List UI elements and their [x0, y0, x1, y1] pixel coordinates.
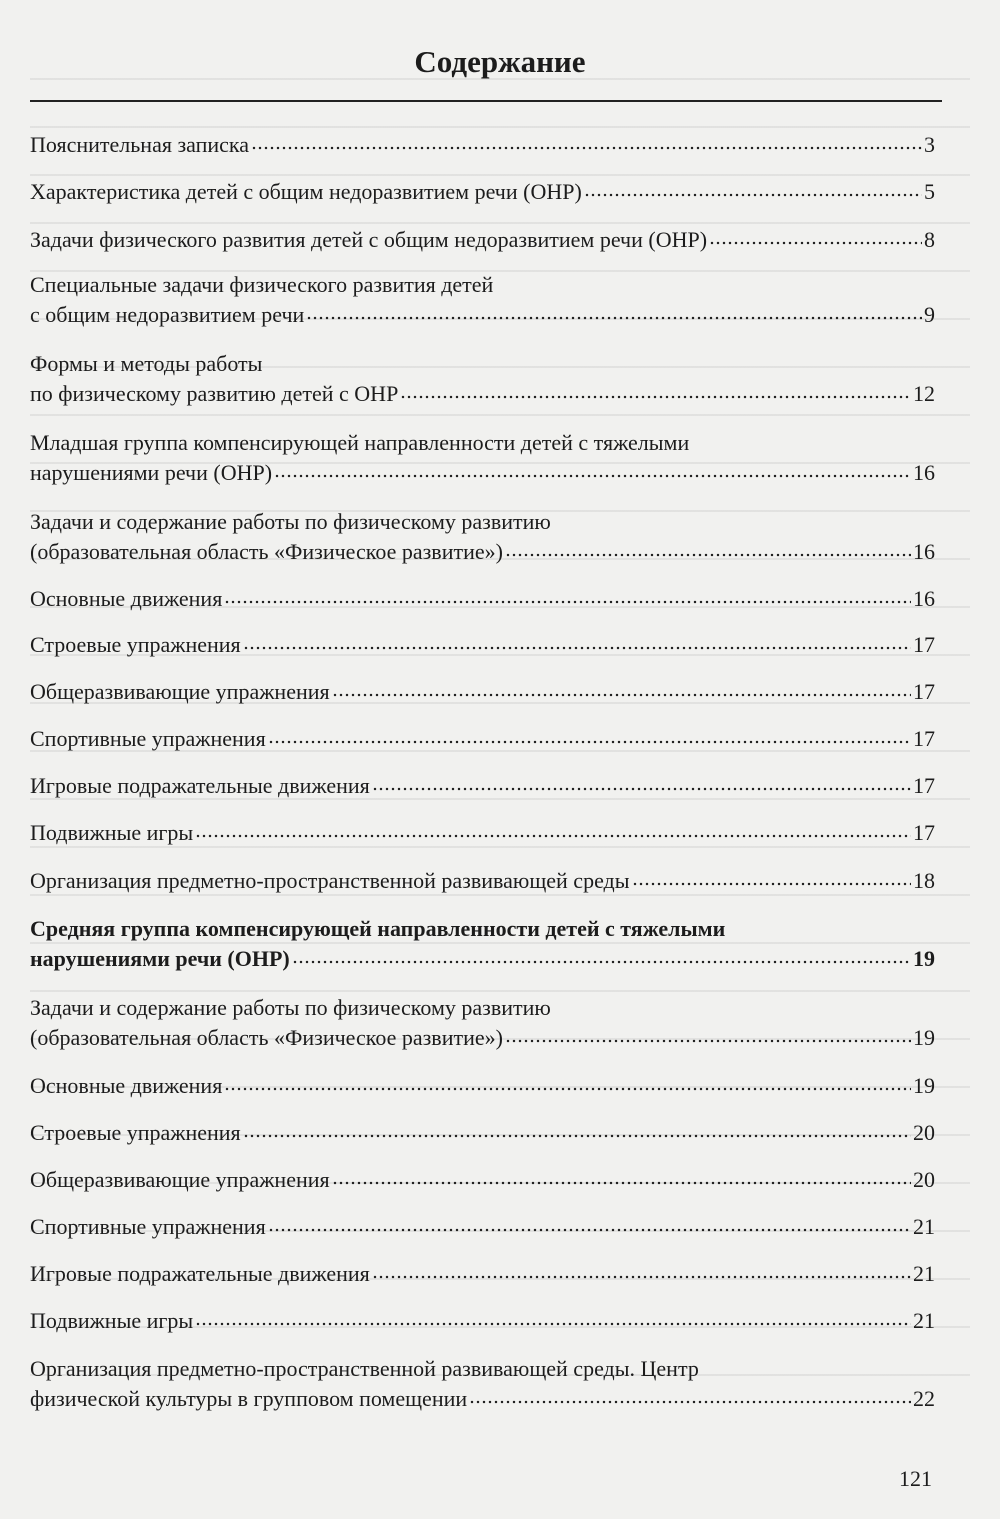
dot-leader — [243, 1133, 911, 1139]
dot-leader — [195, 1321, 911, 1327]
toc-entry-text: Игровые подражательные движения — [30, 1261, 370, 1286]
toc-entry — [30, 428, 935, 488]
dot-leader — [224, 1086, 911, 1092]
toc-entry-text: Организация предметно-пространственной развивающей среды. Центр — [30, 1356, 699, 1381]
toc-page-number: 20 — [913, 1120, 935, 1145]
toc-page-number: 19 — [913, 1073, 935, 1098]
dot-leader — [709, 240, 922, 246]
toc-entry — [30, 818, 935, 848]
toc-entry-text: Специальные задачи физического развития детей — [30, 272, 494, 297]
toc-entry — [30, 1259, 935, 1289]
toc-entry — [30, 1306, 935, 1336]
toc-page-number: 17 — [913, 820, 935, 845]
toc-entry — [30, 349, 935, 409]
dot-leader — [372, 1274, 911, 1280]
dot-leader — [268, 739, 911, 745]
toc-page-number: 19 — [913, 946, 935, 971]
dot-leader — [243, 645, 911, 651]
toc-entry — [30, 630, 935, 660]
toc-page-number: 21 — [913, 1308, 935, 1333]
toc-entry-text: (образовательная область «Физическое развитие») — [30, 539, 503, 564]
toc-entry — [30, 993, 935, 1053]
toc-entry — [30, 270, 935, 330]
toc-page-number: 20 — [913, 1167, 935, 1192]
toc-entry — [30, 1118, 935, 1148]
toc-page-number: 3 — [924, 132, 935, 157]
toc-page-number: 12 — [913, 381, 935, 406]
toc-entry — [30, 771, 935, 801]
toc-entry-text: Формы и методы работы — [30, 351, 263, 376]
toc-page-number: 17 — [913, 632, 935, 657]
toc-entry — [30, 866, 935, 896]
toc-entry-text: по физическому развитию детей с ОНР — [30, 381, 399, 406]
page-title: Содержание — [414, 44, 586, 79]
toc-entry-text: Общеразвивающие упражнения — [30, 679, 330, 704]
dot-leader — [505, 1038, 911, 1044]
toc-page-number: 18 — [913, 868, 935, 893]
toc-page-number: 16 — [913, 539, 935, 564]
dot-leader — [292, 959, 911, 965]
toc-entry-text: Организация предметно-пространственной развивающей среды — [30, 868, 630, 893]
dot-leader — [332, 1180, 911, 1186]
toc-entry-text: Подвижные игры — [30, 820, 194, 845]
toc-entry — [30, 130, 935, 160]
dot-leader — [469, 1399, 911, 1405]
toc-page-number: 16 — [913, 586, 935, 611]
toc-entry — [30, 914, 935, 974]
toc-entry-text: Младшая группа компенсирующей направленности детей с тяжелыми — [30, 430, 690, 455]
toc-entry — [30, 584, 935, 614]
toc-entry — [30, 1071, 935, 1101]
title-rule — [30, 100, 942, 102]
toc-entry — [30, 507, 935, 567]
toc-entry-text: Характеристика детей с общим недоразвитием речи (ОНР) — [30, 179, 582, 204]
toc-entry-text: Спортивные упражнения — [30, 726, 266, 751]
toc-entry-text: (образовательная область «Физическое развитие») — [30, 1025, 503, 1050]
toc-entry-text: нарушениями речи (ОНР) — [30, 946, 290, 971]
toc-page-number: 19 — [913, 1025, 935, 1050]
toc-entry — [30, 177, 935, 207]
toc-entry — [30, 1212, 935, 1242]
toc-entry-text: Строевые упражнения — [30, 632, 241, 657]
toc-entry-text: Основные движения — [30, 586, 223, 611]
toc-entry-text: Средняя группа компенсирующей направленности детей с тяжелыми — [30, 916, 726, 941]
toc-page-number: 21 — [913, 1261, 935, 1286]
dot-leader — [505, 552, 911, 558]
toc-entry — [30, 1354, 935, 1414]
toc-entry-text: Пояснительная записка — [30, 132, 250, 157]
toc-page-number: 22 — [913, 1386, 935, 1411]
toc-entry — [30, 225, 935, 255]
dot-leader — [224, 599, 911, 605]
toc-entry-text: нарушениями речи (ОНР) — [30, 460, 273, 485]
dot-leader — [251, 145, 922, 151]
toc-entry — [30, 1165, 935, 1195]
toc-entry-text: Задачи и содержание работы по физическому развитию — [30, 995, 551, 1020]
toc-entry-text: Спортивные упражнения — [30, 1214, 266, 1239]
toc-page-number: 17 — [913, 679, 935, 704]
toc-entry — [30, 724, 935, 754]
dot-leader — [372, 786, 911, 792]
toc-entry-text: Строевые упражнения — [30, 1120, 241, 1145]
dot-leader — [584, 192, 922, 198]
toc-page-number: 17 — [913, 726, 935, 751]
dot-leader — [400, 394, 911, 400]
toc-entry-text: Задачи физического развития детей с общим недоразвитием речи (ОНР) — [30, 227, 708, 252]
toc-entry-text: Игровые подражательные движения — [30, 773, 370, 798]
dot-leader — [268, 1227, 911, 1233]
dot-leader — [306, 315, 922, 321]
toc-page-number: 21 — [913, 1214, 935, 1239]
toc-entry-text: с общим недоразвитием речи — [30, 302, 305, 327]
toc-page-number: 17 — [913, 773, 935, 798]
dot-leader — [195, 833, 911, 839]
toc-page-number: 16 — [913, 460, 935, 485]
toc-page-number: 5 — [924, 179, 935, 204]
toc-entry — [30, 677, 935, 707]
dot-leader — [274, 473, 911, 479]
toc-entry-text: Подвижные игры — [30, 1308, 194, 1333]
dot-leader — [332, 692, 911, 698]
toc-entry-text: физической культуры в групповом помещении — [30, 1386, 468, 1411]
toc-page-number: 8 — [924, 227, 935, 252]
toc-page-number: 9 — [924, 302, 935, 327]
dot-leader — [632, 881, 911, 887]
toc-entry-text: Основные движения — [30, 1073, 223, 1098]
page-number: 121 — [899, 1466, 932, 1491]
toc-entry-text: Задачи и содержание работы по физическому развитию — [30, 509, 551, 534]
toc-entry-text: Общеразвивающие упражнения — [30, 1167, 330, 1192]
